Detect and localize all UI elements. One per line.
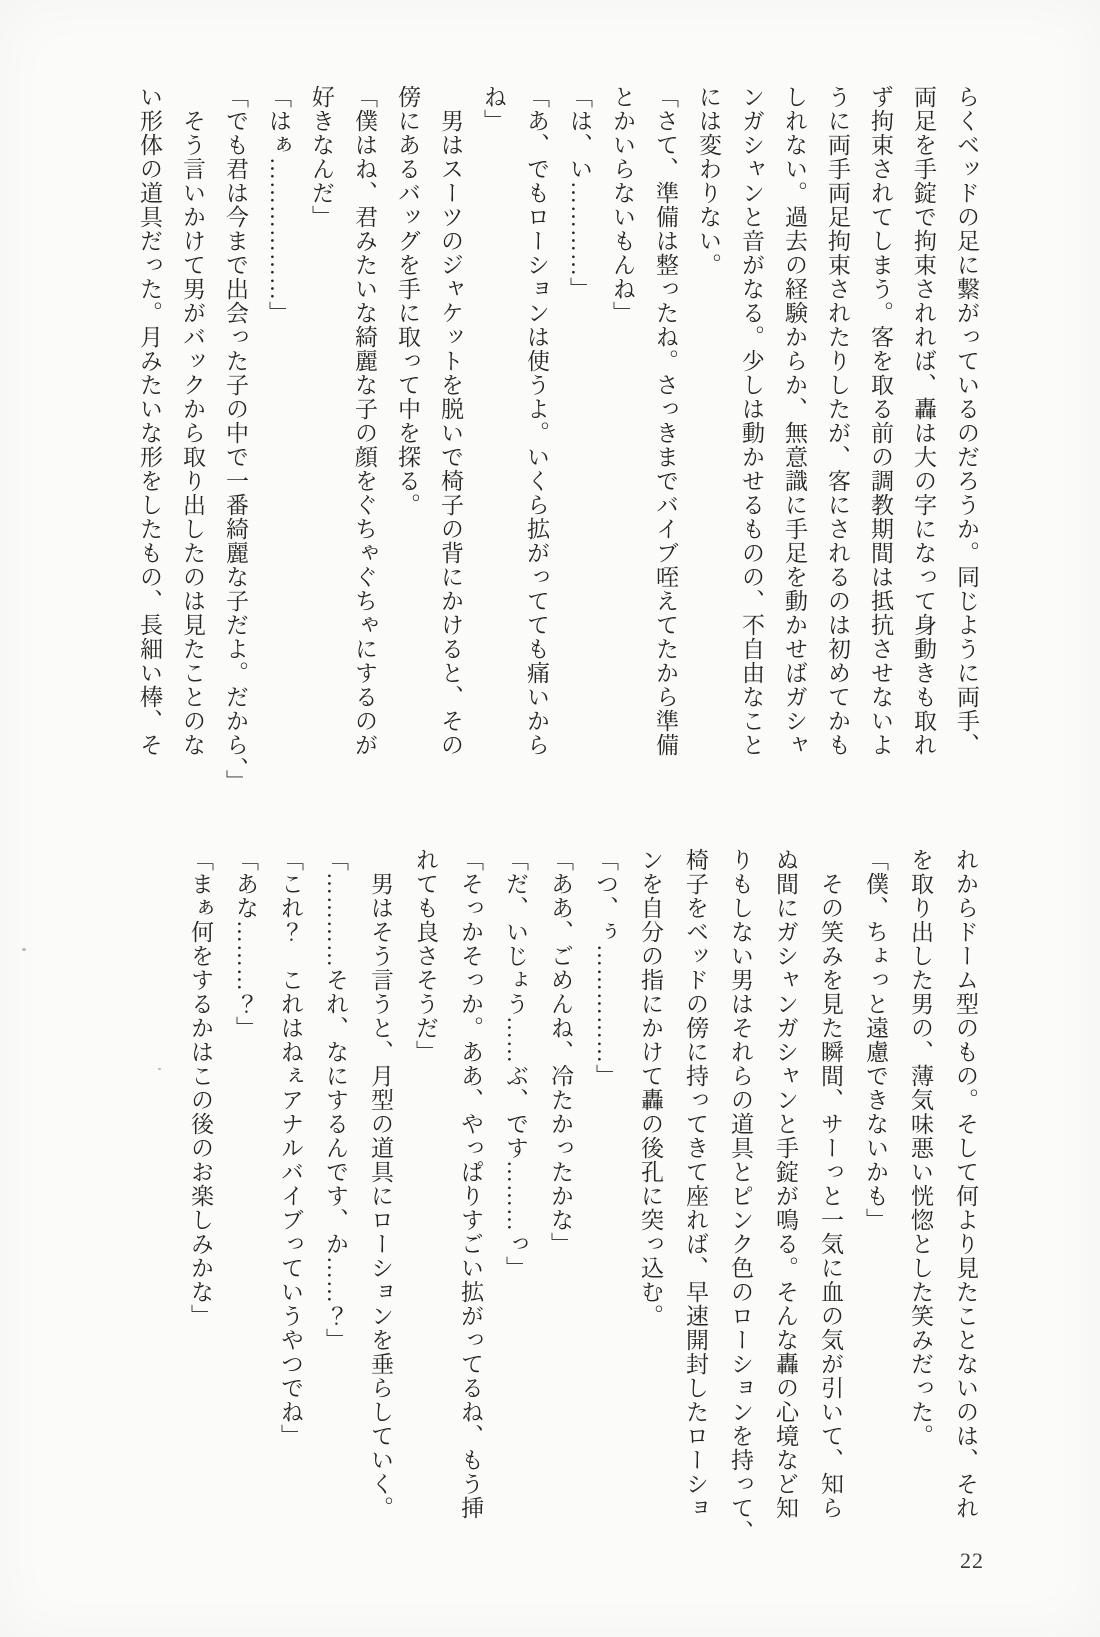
text-column: そう言いかけて男がバックから取り出したのは見たことのな — [180, 85, 205, 757]
text-column: 「でも君は今まで出会った子の中で一番綺麗な子だよ。だから、」 — [223, 85, 248, 794]
page-number: 22 — [960, 1548, 984, 1573]
text-column: 「そっかそっか。ああ、やっぱりすごい拡がってるね、もう挿 — [458, 848, 483, 1520]
text-column: 「だ、いじょう……ぶ、です………っ」 — [503, 848, 528, 1280]
text-column: 男はそう言うと、月型の道具にローションを垂らしていく。 — [368, 848, 393, 1520]
top-text-block — [128, 85, 988, 794]
text-column: れからドーム型のもの。そして何より見たことないのは、それ — [953, 848, 978, 1520]
text-column: とかいらないもんね」 — [610, 85, 635, 325]
text-column: を取り出した男の、薄気味悪い恍惚とした笑みだった。 — [908, 848, 933, 1448]
text-column: 両足を手錠で拘束されれば、轟は大の字になって身動きも取れ — [911, 85, 936, 757]
text-column: には変わりない。 — [696, 85, 721, 277]
text-column: ね」 — [481, 85, 506, 133]
text-column: 好きなんだ」 — [309, 85, 334, 229]
text-column: 「あ、でもローションは使うよ。いくら拡がってても痛いから — [524, 85, 549, 757]
text-column: 「僕、ちょっと遠慮できないかも」 — [863, 848, 888, 1232]
text-column: 「これ？ これはねぇアナルバイブっていうやつでね」 — [278, 848, 303, 1448]
text-column: 男はスーツのジャケットを脱いで椅子の背にかけると、その — [438, 85, 463, 757]
text-column: れても良さそうだ」 — [413, 848, 438, 1064]
text-column: りもしない男はそれらの道具とピンク色のローションを持って、 — [728, 848, 753, 1544]
bottom-text-block — [178, 848, 988, 1543]
text-column: うに両手両足拘束されたりしたが、客にされるのは初めてかも — [825, 85, 850, 757]
text-column: 「つ、ぅ……………」 — [593, 848, 618, 1088]
text-column: 「…………それ、なにするんです、か……？」 — [323, 848, 348, 1352]
text-column: 「さて、準備は整ったね。さっきまでバイブ咥えてたから準備 — [653, 85, 678, 757]
text-column: その笑みを見た瞬間、サーっと一気に血の気が引いて、知ら — [818, 848, 843, 1520]
text-column: 「ああ、ごめんね、冷たかったかな」 — [548, 848, 573, 1256]
text-column: 「僕はね、君みたいな綺麗な子の顔をぐちゃぐちゃにするのが — [352, 85, 377, 757]
text-column: い形体の道具だった。月みたいな形をしたもの、長細い棒、そ — [137, 85, 162, 757]
text-column: 「はぁ………………」 — [266, 85, 291, 325]
text-column: 「あな………？」 — [233, 848, 258, 1040]
text-column: ンを自分の指にかけて轟の後孔に突っ込む。 — [638, 848, 663, 1328]
text-column: 椅子をベッドの傍に持ってきて座れば、早速開封したローショ — [683, 848, 708, 1520]
text-column: らくベッドの足に繋がっているのだろうか。同じように両手、 — [954, 85, 979, 757]
text-column: 「まぁ何をするかはこの後のお楽しみかな」 — [188, 848, 213, 1328]
text-column: ず拘束されてしまう。客を取る前の調教期間は抵抗させないよ — [868, 85, 893, 757]
text-column: しれない。過去の経験からか、無意識に手足を動かせばガシャ — [782, 85, 807, 757]
text-column: 傍にあるバッグを手に取って中を探る。 — [395, 85, 420, 517]
scan-speck — [22, 948, 26, 951]
scan-speck — [158, 1068, 161, 1070]
text-column: ぬ間にガシャンガシャンと手錠が鳴る。そんな轟の心境など知 — [773, 848, 798, 1520]
text-column: ンガシャンと音がなる。少しは動かせるものの、不自由なこと — [739, 85, 764, 757]
text-column: 「は、い…………」 — [567, 85, 592, 301]
